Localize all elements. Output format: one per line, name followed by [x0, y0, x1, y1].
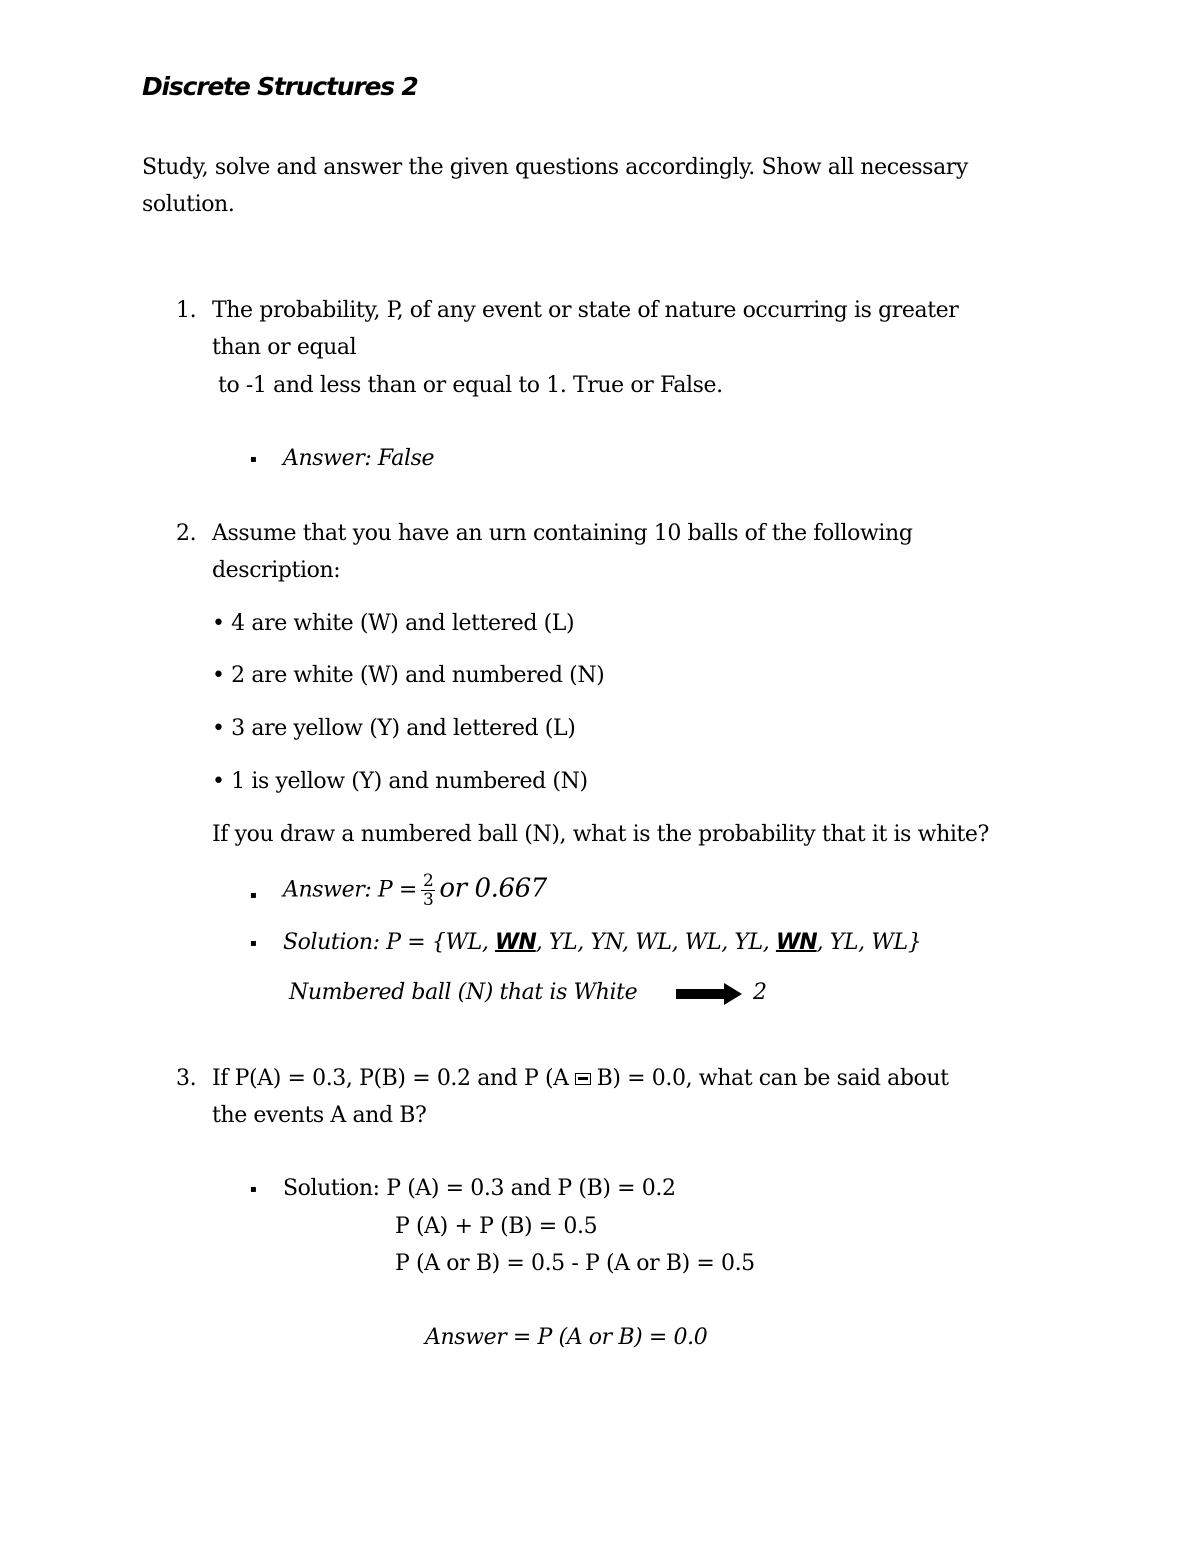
q3-number: 3.: [176, 1066, 197, 1091]
q2-answer-fraction: [421, 872, 435, 909]
q2-line-2: description:: [212, 558, 341, 583]
q2-question: If you draw a numbered ball (N), what is the probability that it is white?: [212, 822, 989, 847]
q2-solution: [283, 930, 921, 955]
q2-number: 2.: [176, 521, 197, 546]
q1-answer-bullet: ▪: [250, 454, 257, 465]
q2-answer-suffix: or 0.667: [439, 873, 547, 904]
instructions-line-1: Study, solve and answer the given questions accordingly. Show all necessary: [142, 155, 968, 180]
q2-solution-highlight: WN: [775, 930, 817, 955]
fraction-denominator: 3: [422, 890, 434, 910]
q2-numbered-value: 2: [753, 980, 767, 1005]
q2-answer: [283, 872, 547, 909]
intersection-symbol-icon: [575, 1073, 591, 1085]
q2-numbered-label: Numbered ball (N) that is White: [289, 980, 638, 1005]
instructions-line-2: solution.: [142, 192, 235, 217]
q1-line-1: The probability, P, of any event or state of nature occurring is greater: [212, 298, 959, 323]
q2-solution-suffix: , YL, WL}: [816, 930, 922, 955]
right-arrow-icon: [676, 982, 742, 1010]
q3-solution-line-3: P (A or B) = 0.5 - P (A or B) = 0.5: [395, 1251, 755, 1276]
q1-number: 1.: [176, 298, 197, 323]
q2-item: • 3 are yellow (Y) and lettered (L): [212, 716, 576, 741]
q1-line-2: than or equal: [212, 335, 357, 360]
document-title: Discrete Structures 2: [142, 72, 418, 101]
q2-item: • 2 are white (W) and numbered (N): [212, 663, 605, 688]
q2-answer-prefix: Answer: P =: [283, 877, 417, 903]
q3-line-1-start: If P(A) = 0.3, P(B) = 0.2 and P (A: [212, 1066, 569, 1091]
q3-line-2: the events A and B?: [212, 1103, 427, 1128]
q1-answer: Answer: False: [283, 446, 435, 471]
fraction-numerator: 2: [422, 871, 434, 891]
q2-solution-prefix: Solution: P = {WL,: [283, 930, 496, 955]
q3-solution-line-2: P (A) + P (B) = 0.5: [395, 1214, 598, 1239]
q3-solution-bullet: ▪: [250, 1184, 257, 1195]
q3-line-1: [212, 1066, 949, 1091]
q3-answer: Answer = P (A or B) = 0.0: [425, 1325, 708, 1350]
q2-solution-mid: , YL, YN, WL, WL, YL,: [535, 930, 776, 955]
q3-line-1-end: B) = 0.0, what can be said about: [596, 1066, 949, 1091]
q2-answer-bullet: ▪: [250, 890, 257, 901]
q2-item: • 1 is yellow (Y) and numbered (N): [212, 769, 588, 794]
q2-line-1: Assume that you have an urn containing 10 balls of the following: [212, 521, 913, 546]
q2-solution-bullet: ▪: [250, 938, 257, 949]
q2-solution-highlight: WN: [495, 930, 536, 955]
q1-line-3: to -1 and less than or equal to 1. True or False.: [218, 373, 723, 398]
q2-item: • 4 are white (W) and lettered (L): [212, 611, 575, 636]
q3-solution-line-1: Solution: P (A) = 0.3 and P (B) = 0.2: [283, 1176, 676, 1201]
